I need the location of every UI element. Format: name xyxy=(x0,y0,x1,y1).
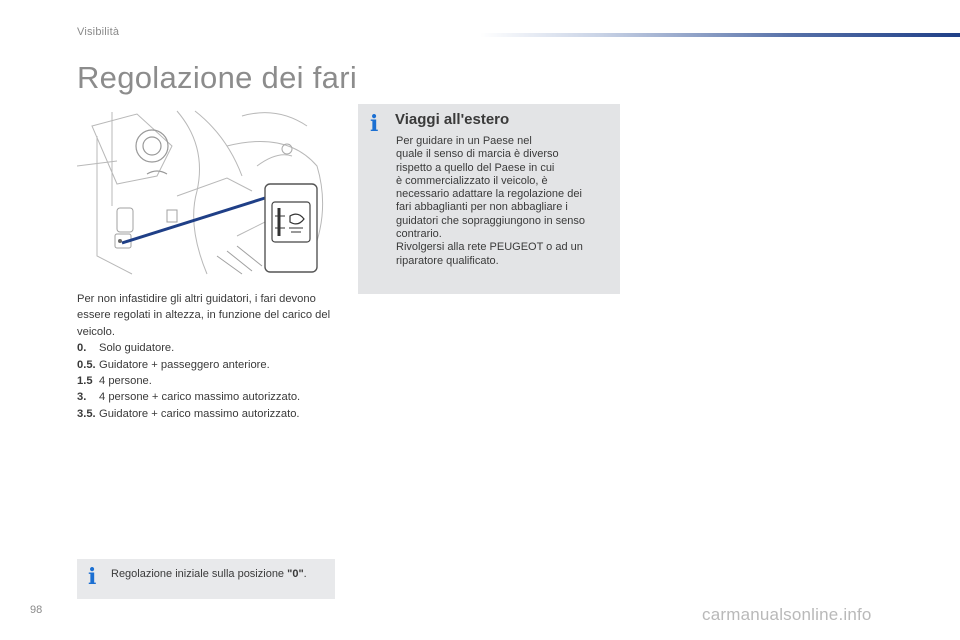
infobox-line: Per guidare in un Paese nel xyxy=(396,135,532,147)
setting-label: Guidatore + passeggero anteriore. xyxy=(99,358,270,371)
note-text-main: Regolazione iniziale sulla posizione xyxy=(111,568,288,580)
travel-abroad-infobox xyxy=(358,104,620,294)
settings-list xyxy=(77,340,335,422)
page-number: 98 xyxy=(30,604,43,616)
section-label: Visibilità xyxy=(77,26,120,38)
info-icon: i xyxy=(88,564,97,590)
intro-text: Per non infastidire gli altri guidatori, i fari devono essere regolati in altezza, in funzione del carico del veicolo. xyxy=(77,293,331,338)
setting-code: 0.5. xyxy=(77,358,96,371)
setting-code: 3.5. xyxy=(77,407,96,420)
note-suffix: . xyxy=(303,568,307,580)
setting-code: 3. xyxy=(77,391,87,404)
setting-row xyxy=(77,357,335,373)
infobox-line: guidatori che sopraggiungono in senso xyxy=(396,214,585,227)
infobox-line: quale il senso di marcia è diverso xyxy=(396,148,559,161)
dashboard-illustration xyxy=(77,106,338,278)
setting-row xyxy=(77,389,335,405)
initial-setting-note xyxy=(77,559,335,599)
setting-row xyxy=(77,373,335,389)
info-icon: i xyxy=(370,111,379,137)
infobox-line: contrario. xyxy=(396,228,442,241)
infobox-line: Rivolgersi alla rete PEUGEOT o ad un xyxy=(396,241,583,254)
setting-row xyxy=(77,406,335,422)
setting-label: Solo guidatore. xyxy=(99,342,175,355)
headlamp-adjuster-illustration xyxy=(77,106,338,278)
infobox-line: rispetto a quello del Paese in cui xyxy=(396,161,555,174)
watermark: carmanualsonline.info xyxy=(702,605,872,624)
infobox-line: è commercializzato il veicolo, è xyxy=(396,174,548,187)
header-bar xyxy=(480,33,960,37)
page-title: Regolazione dei fari xyxy=(77,60,358,95)
setting-label: 4 persone + carico massimo autorizzato. xyxy=(99,391,301,404)
setting-code: 1.5 xyxy=(77,375,93,388)
infobox-body xyxy=(396,135,614,268)
infobox-title: Viaggi all'estero xyxy=(395,111,510,128)
infobox-line: fari abbaglianti per non abbagliare i xyxy=(396,201,568,214)
infobox-line: riparatore qualificato. xyxy=(396,254,499,267)
setting-label: 4 persone. xyxy=(99,375,152,388)
setting-row xyxy=(77,340,335,356)
note-text xyxy=(111,568,307,580)
setting-code: 0. xyxy=(77,342,87,355)
setting-label: Guidatore + carico massimo autorizzato. xyxy=(99,407,300,420)
infobox-line: necessario adattare la regolazione dei xyxy=(396,188,582,201)
note-highlight: "0" xyxy=(287,568,304,580)
intro-section xyxy=(77,291,335,422)
